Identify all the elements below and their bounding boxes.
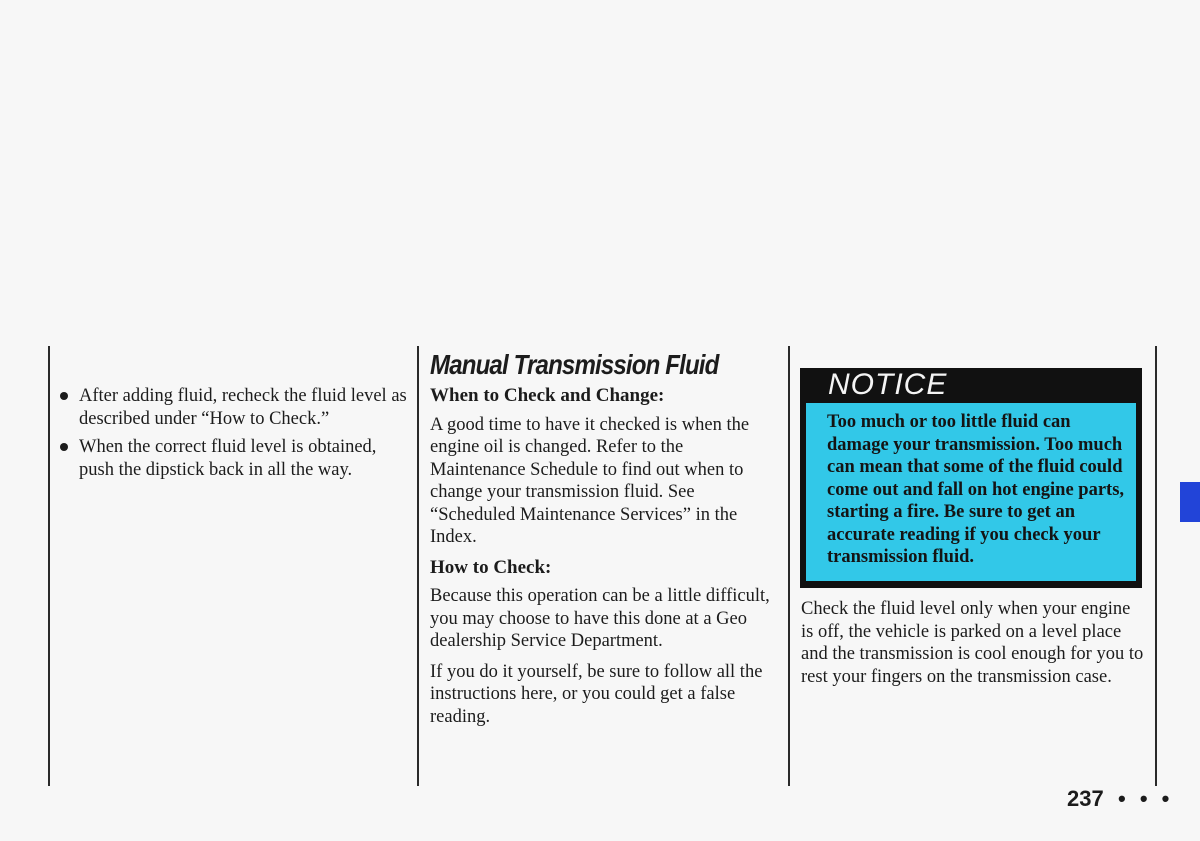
bullet-text: After adding fluid, recheck the fluid level as described under “How to Check.” (79, 386, 407, 429)
bullet-list (56, 385, 408, 481)
section-title: Manual Transmission Fluid (430, 349, 719, 380)
column-rule-middle-right (788, 346, 790, 786)
notice-heading: NOTICE (828, 368, 948, 401)
when-paragraph: A good time to have it checked is when the engine oil is changed. Refer to the Maintenance Schedule to find out when to change your transmission fluid. See “Scheduled Maintenance Services” in the Index. (430, 414, 750, 547)
middle-column (430, 349, 776, 736)
when-heading: When to Check and Change: (430, 385, 665, 406)
page-number: 237 (1067, 786, 1104, 811)
column-rule-middle-left (417, 346, 419, 786)
column-rule-right (1155, 346, 1157, 786)
page-dots: • • • (1118, 786, 1174, 811)
list-item (56, 385, 408, 430)
how-paragraph-2: If you do it yourself, be sure to follow all the instructions here, or you could get a false reading. (430, 661, 763, 727)
section-tab-marker (1180, 482, 1200, 522)
bullet-icon (60, 392, 68, 400)
column-rule-left (48, 346, 50, 786)
notice-text: Too much or too little fluid can damage your transmission. Too much can mean that some of the fluid could come out and fall on hot engine parts, starting a fire. Be sure to get an accurate reading if you check your transmission fluid. (806, 403, 1136, 581)
how-heading: How to Check: (430, 556, 552, 578)
right-column-text (801, 598, 1145, 696)
notice-box (800, 368, 1142, 588)
how-paragraph-1: Because this operation can be a little difficult, you may choose to have this done at a Geo dealership Service Department. (430, 586, 770, 651)
bullet-icon (60, 443, 68, 451)
bullet-text: When the correct fluid level is obtained, push the dipstick back in all the way. (79, 437, 377, 480)
list-item (56, 436, 408, 481)
check-paragraph: Check the fluid level only when your engine is off, the vehicle is parked on a level place and the transmission is cool enough for you to rest your fingers on the transmission case. (801, 599, 1144, 687)
left-column (56, 385, 408, 487)
